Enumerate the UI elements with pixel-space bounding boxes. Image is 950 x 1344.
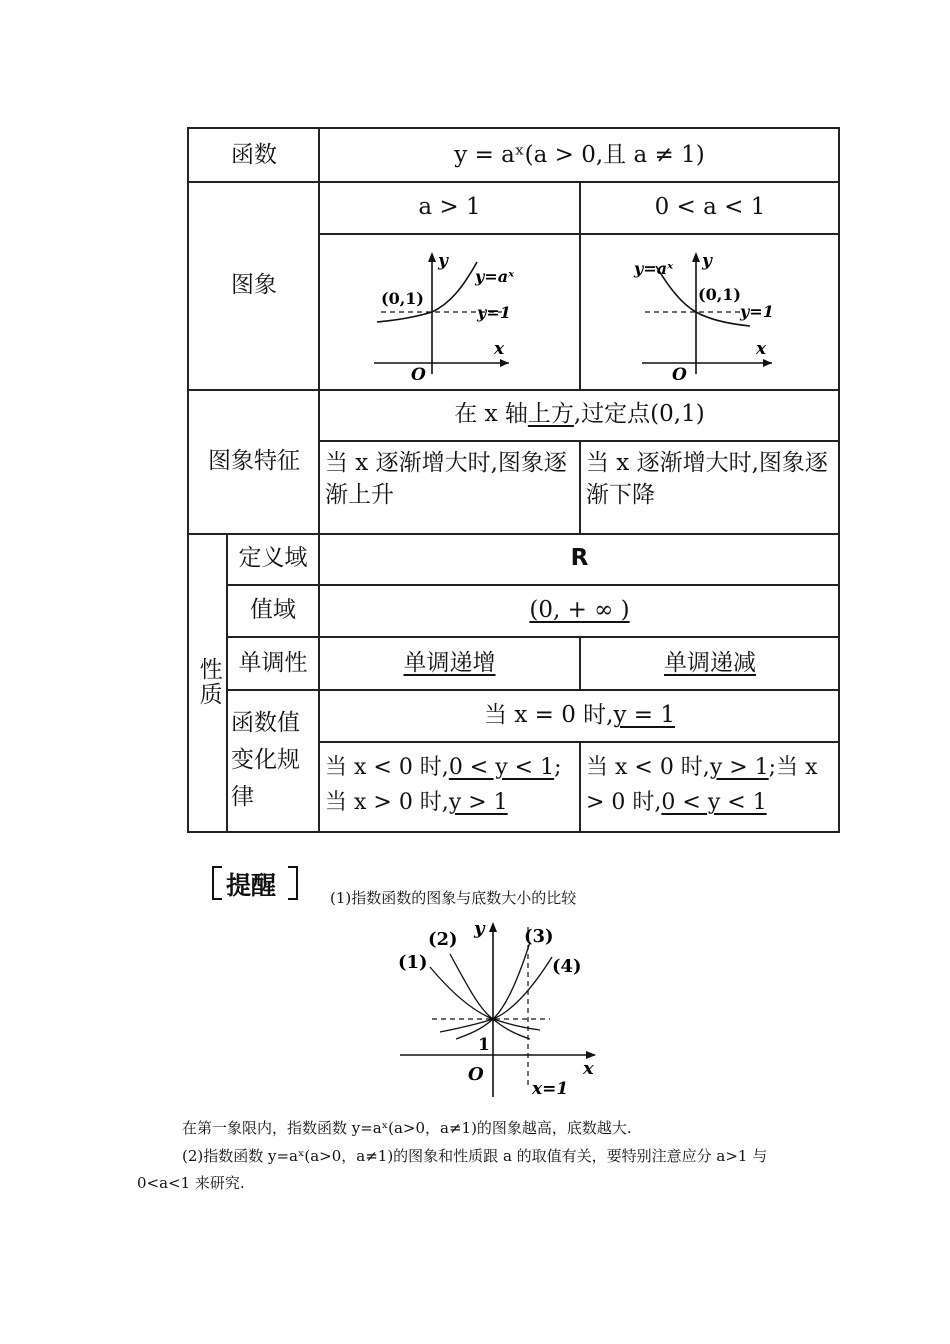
row-label-features: 图象特征 <box>208 447 300 474</box>
point-label: (0,1) <box>381 289 424 308</box>
range-label: 值域 <box>250 597 296 624</box>
note-paragraph-2: (2)指数函数 y=aˣ(a>0，a≠1)的图象和性质跟 a 的取值有关，要特别注意应分 a>1 与 <box>182 1147 768 1165</box>
base-comparison-figure <box>390 912 610 1102</box>
curve-1 <box>430 967 540 1030</box>
label-2: (2) <box>428 929 458 950</box>
line-label: y=1 <box>740 302 774 321</box>
note-paragraph-3: 0<a<1 来研究. <box>137 1174 245 1192</box>
note-item-1: (1)指数函数的图象与底数大小的比较 <box>330 889 577 907</box>
x-label: x <box>756 339 767 359</box>
x-axis-arrow <box>763 359 772 367</box>
variation-common: 当 x = 0 时, y = 1 <box>484 702 675 729</box>
domain-label: 定义域 <box>238 545 308 572</box>
line-label: y=1 <box>477 303 511 322</box>
feature-decreasing: 当 x 逐渐增大时,图象逐渐下降 <box>586 450 828 509</box>
case-a-greater-1: a > 1 <box>418 193 481 220</box>
range-value: (0, + ∞ ) <box>529 597 630 624</box>
curve-label: y=aˣ <box>634 259 674 278</box>
domain-value: R <box>570 545 589 572</box>
vline-label: x=1 <box>532 1079 569 1099</box>
function-definition: y = aˣ(a > 0,且 a ≠ 1) <box>454 141 705 168</box>
note-title: 提醒 <box>226 871 277 900</box>
row-label-function: 函数 <box>231 141 277 168</box>
feature-common: 在 x 轴 上方 ,过定点(0,1) <box>454 401 705 428</box>
label-1: (1) <box>398 952 428 973</box>
x-axis-arrow <box>500 359 509 367</box>
properties-group-label: 性质 <box>195 657 222 707</box>
case-a-between-0-1: 0 < a < 1 <box>654 193 766 220</box>
bracket-right <box>288 866 298 900</box>
monotonicity-label: 单调性 <box>238 649 308 676</box>
y-axis-arrow <box>692 252 700 262</box>
origin-label: O <box>672 365 687 385</box>
variation-label: 函数值变化规律 <box>231 710 300 810</box>
origin-label: O <box>468 1064 484 1085</box>
label-one: 1 <box>478 1035 490 1055</box>
y-label: y <box>702 251 712 271</box>
monotonicity-decreasing: 单调递减 <box>664 649 756 676</box>
feature-increasing: 当 x 逐渐增大时,图象逐渐上升 <box>325 450 567 509</box>
graph-decreasing <box>580 234 840 389</box>
point-label: (0,1) <box>698 285 741 304</box>
bracket-left <box>212 866 222 900</box>
label-4: (4) <box>552 956 582 977</box>
exponential-function-table <box>187 127 840 833</box>
curve-label: y=aˣ <box>475 267 515 286</box>
variation-decreasing: 当 x < 0 时,y > 1;当 x > 0 时,0 < y < 1 <box>586 755 818 816</box>
variation-increasing: 当 x < 0 时,0 < y < 1; 当 x > 0 时,y > 1 <box>325 755 562 816</box>
y-label: y <box>438 251 448 271</box>
row-label-graph: 图象 <box>231 271 277 298</box>
origin-label: O <box>411 365 426 385</box>
y-axis-arrow <box>428 252 436 262</box>
monotonicity-increasing: 单调递增 <box>403 649 496 676</box>
graph-increasing <box>319 234 580 389</box>
note-paragraph-1: 在第一象限内，指数函数 y=aˣ(a>0，a≠1)的图象越高，底数越大. <box>182 1119 632 1137</box>
x-label: x <box>494 339 505 359</box>
label-3: (3) <box>524 926 554 947</box>
y-axis-arrow <box>489 922 497 932</box>
x-label: x <box>583 1058 594 1079</box>
y-label: y <box>474 918 485 939</box>
